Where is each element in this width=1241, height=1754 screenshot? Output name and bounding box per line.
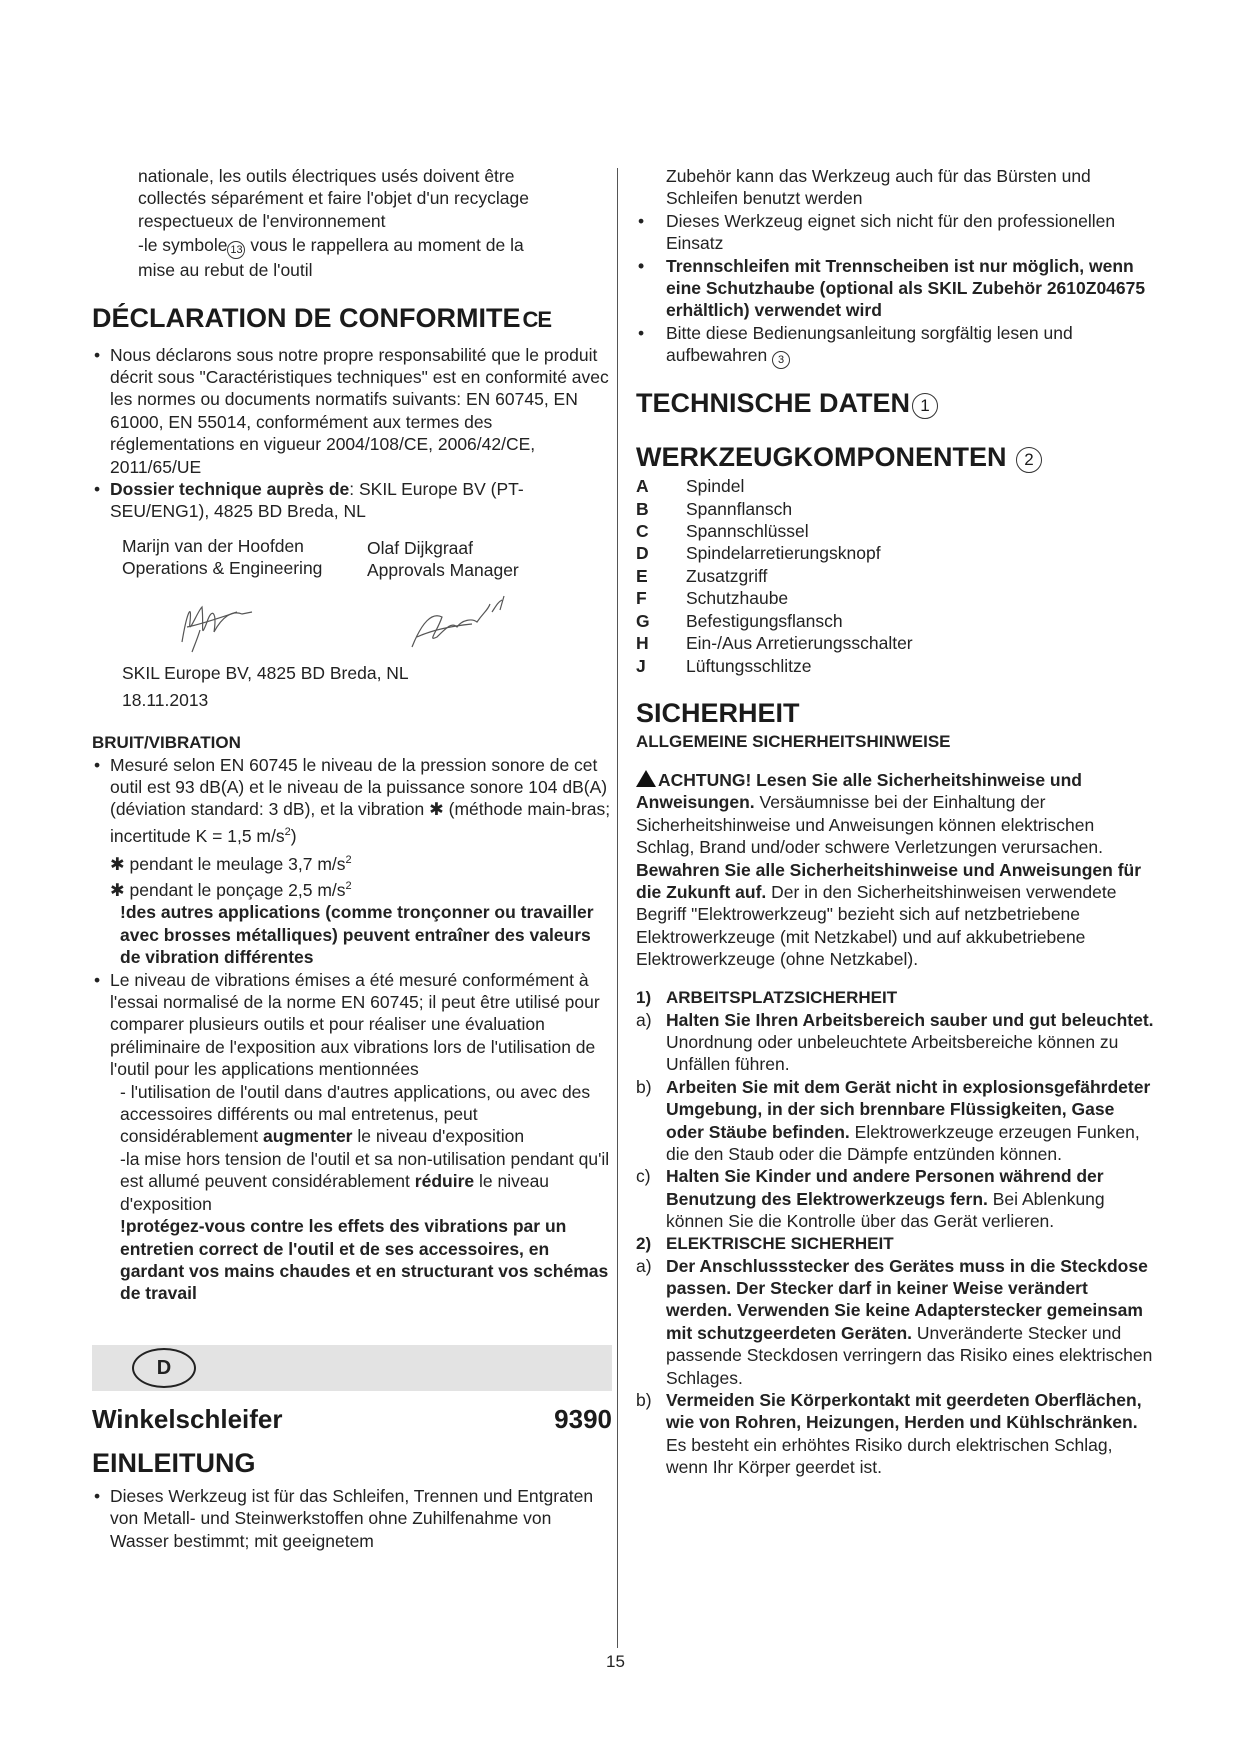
signature-images [92,582,612,662]
figure-2-icon: 2 [1016,447,1042,473]
product-number: 9390 [554,1403,612,1434]
symbol-suffix: vous le rappellera au moment de la [250,235,524,256]
einleitung-heading: EINLEITUNG [92,1447,256,1478]
einleitung-bullet: • Dieses Werkzeug ist für das Schleifen, Trennen und Entgraten von Metall- und Steinwerkstoffen ohne Zuhilfenahme von Wasser bestimmt; mit geeignetem [92,1485,612,1552]
dash-item-1: - l'utilisation de l'outil dans d'autres applications, ou avec des accessoires différents ou mal entretenus, peut considérablement augmenter le niveau d'exposition [120,1081,591,1147]
figure-1-icon: 1 [912,393,938,419]
component-item: H Ein-/Aus Arretierungsschalter [636,633,913,654]
signer-2 [367,535,612,582]
figure-3-icon: 3 [772,351,790,369]
einleitung-list [92,1485,612,1552]
component-item: F Schutzhaube [636,588,789,609]
company-block [92,662,612,712]
product-title-row [92,1403,612,1435]
ce-mark-icon: CE [522,306,552,332]
product-name: Winkelschleifer [92,1403,283,1434]
safety-item: a) Der Anschlussstecker des Gerätes muss in die Steckdose passen. Der Stecker darf in keiner Weise verändert werden. Verwenden Sie keine Adapterstecker gemeinsam mit schutzgeerdeten Geräten. Unveränderte Stecker und passende Steckdosen verringern das Risiko eines elektrischen Schlages. [636,1255,1153,1388]
safety-subheading: ALLGEMEINE SICHERHEITSHINWEISE [636,731,951,751]
language-badge: D [132,1348,196,1388]
declaration-date: 18.11.2013 [122,690,209,711]
section-2-title: 2) ELEKTRISCHE SICHERHEIT [636,1233,894,1253]
symbol-line [138,234,612,259]
safety-item: c) Halten Sie Kinder und andere Personen während der Benutzung des Elektrowerkzeugs fern. Bei Ablenkung können Sie die Kontrolle über das Gerät verlieren. [636,1166,1105,1232]
component-item: E Zusatzgriff [636,565,768,586]
protect-warning: !protégez-vous contre les effets des vibrations par un entretien correct de l'outil et de ses accessoires, en gardant vos mains chaudes et en structurant vos schémas de travail [120,1216,609,1304]
asterisk-icon: ✱ [429,799,444,820]
disposal-line: nationale, les outils électriques usés doivent être [138,166,515,186]
dash-item-2: -la mise hors tension de l'outil et sa non-utilisation pendant qu'il est allumé peuvent considérablement réduire le niveau d'exposition [120,1148,610,1214]
language-band [92,1345,612,1391]
symbol-line-2: mise au rebut de l'outil [138,260,313,281]
handwritten-signatures-icon [92,582,612,662]
intro-continued: Zubehör kann das Werkzeug auch für das Bürsten und Schleifen benutzt werden [666,166,1091,209]
component-item: B Spannflansch [636,498,793,519]
safety-item: b) Arbeiten Sie mit dem Gerät nicht in explosionsgefährdeter Umgebung, in der sich brennbare Flüssigkeiten, Gase oder Stäube befinden. Elektrowerkzeuge erzeugen Funken, die den Staub oder die Dämpfe entzünden können. [636,1076,1151,1164]
warning-triangle-icon [636,770,656,787]
left-column [92,165,612,1552]
intro-bullet-bold: • Trennschleifen mit Trennscheiben ist nur möglich, wenn eine Schutzhaube (optional als SKIL Zubehör 2610Z04675 erhältlich) verwendet wird [636,255,1156,322]
column-divider [617,168,618,1648]
vibration-values: ✱ pendant le meulage 3,7 $m/s^2$ ✱ pendant le ponçage 2,5 $m/s^2$ !des autres applications (comme tronçonner ou travailler avec brosses métalliques) peuvent entraîner des valeurs de vibration différentes [110,849,612,969]
disposal-line: collectés séparément et faire l'objet d'un recyclage [138,188,529,209]
disposal-text [92,165,612,282]
tech-data-heading: TECHNISCHE DATEN 1 [636,387,1156,419]
asterisk-icon: ✱ [110,880,125,901]
safety-item: b) Vermeiden Sie Körperkontakt mit geerdeten Oberflächen, wie von Rohren, Heizungen, Herden und Kühlschränken. Es besteht ein erhöhtes Risiko durch elektrischen Schlag, wenn Ihr Körper geerdet ist. [636,1390,1142,1478]
disposal-line: respectueux de l'environnement [138,210,386,231]
signer-1-title: Operations & Engineering [122,558,323,579]
declaration-heading: DÉCLARATION DE CONFORMITECE [92,302,552,333]
general-warning: ACHTUNG! Lesen Sie alle Sicherheitshinweise und Anweisungen. Versäumnisse bei der Einhaltung der Sicherheitshinweise und Anweisungen können elektrischen Schlag, Brand und/oder schwere Verletzungen verursachen. Bewahren Sie alle Sicherheitshinweise und Anweisungen für die Zukunft auf. Der in den Sicherheitshinweisen verwendete Begriff "Elektrowerkzeug" bezieht sich auf netzbetriebene Elektrowerkzeuge (mit Netzkabel) und auf akkubetriebene Elektrowerkzeuge (ohne Netzkabel). [636,769,1142,970]
component-item: G Befestigungsflansch [636,610,843,631]
symbol-prefix: -le symbole [138,235,228,256]
company-line: SKIL Europe BV, 4825 BD Breda, NL [122,662,409,683]
component-item: J Lüftungsschlitze [636,655,812,676]
page-number: 15 [606,1652,625,1671]
components-heading: WERKZEUGKOMPONENTEN 2 [636,441,1156,473]
declaration-bullet: • Nous déclarons sous notre propre responsabilité que le produit décrit sous "Caractéristiques techniques" est en conformité avec les normes ou documents normatifs suivants: EN 60745, EN 61000, EN 55014, conformément aux termes des réglementations en vigueur 2004/108/CE, 2006/42/CE, 2011/65/UE [92,344,612,478]
vibration-grinding: pendant le meulage 3,7 m/s [129,853,346,874]
section-1-title: 1) ARBEITSPLATZSICHERHEIT [636,987,898,1007]
symbol-13-icon: 13 [227,241,245,259]
asterisk-icon: ✱ [110,853,125,874]
signer-1-name: Marijn van der Hoofden [122,535,304,556]
vibration-sanding: pendant le ponçage 2,5 m/s [129,880,346,901]
intro-list [636,210,1156,369]
declaration-list [92,344,612,523]
signer-2-name: Olaf Dijkgraaf [367,537,474,558]
declaration-bullet: • Dossier technique auprès de: SKIL Europe BV (PT-SEU/ENG1), 4825 BD Breda, NL [92,478,612,523]
component-item: D Spindelarretierungsknopf [636,543,881,564]
safety-heading: SICHERHEIT [636,697,800,728]
safety-item: a) Halten Sie Ihren Arbeitsbereich sauber und gut beleuchtet. Unordnung oder unbeleuchtete Arbeitsbereiche können zu Unfällen führen. [636,1009,1154,1075]
intro-bullet: • Bitte diese Bedienungsanleitung sorgfältig lesen und aufbewahren 3 [636,322,1156,369]
signer-2-title: Approvals Manager [367,560,519,581]
intro-bullet: • Dieses Werkzeug eignet sich nicht für den professionellen Einsatz [636,210,1156,255]
noise-heading: BRUIT/VIBRATION [92,732,241,752]
signatures [92,535,612,582]
noise-bullet-1: • Mesuré selon EN 60745 le niveau de la pression sonore de cet outil est 93 dB(A) et le niveau de la puissance sonore 104 dB(A) (déviation standard: 3 dB), et la vibration ✱ (méthode main-bras; incertitude K = 1,5 $m/s^2$) ✱ pendant le meulage 3,7 $m/s^2$ ✱ pendant le ponçage 2,5 $m/s^2$ !des autres applications (comme tronçonner ou travailler avec brosses métalliques) peuvent entraîner des valeurs de vibration différentes [92,754,612,969]
right-column [636,165,1156,1479]
signer-1 [122,535,367,582]
noise-list [92,754,612,1305]
components-list [636,475,1156,677]
noise-warning: !des autres applications (comme tronçonner ou travailler avec brosses métalliques) peuvent entraîner des valeurs de vibration différentes [120,902,594,968]
component-item: C Spannschlüssel [636,521,809,542]
component-item: A Spindel [636,476,745,497]
noise-bullet-2: • Le niveau de vibrations émises a été mesuré conformément à l'essai normalisé de la norme EN 60745; il peut être utilisé pour comparer plusieurs outils et pour réaliser une évaluation préliminaire de l'exposition aux vibrations lors de l'utilisation de l'outil pour les applications mentionnées - l'utilisation de l'outil dans d'autres applications, ou avec des accessoires différents ou mal entretenus, peut considérablement augmenter le niveau d'exposition -la mise hors tension de l'outil et sa non-utilisation pendant qu'il est allumé peuvent considérablement réduire le niveau d'exposition !protégez-vous contre les effets des vibrations par un entretien correct de l'outil et de ses accessoires, en gardant vos mains chaudes et en structurant vos schémas de travail [92,969,612,1305]
